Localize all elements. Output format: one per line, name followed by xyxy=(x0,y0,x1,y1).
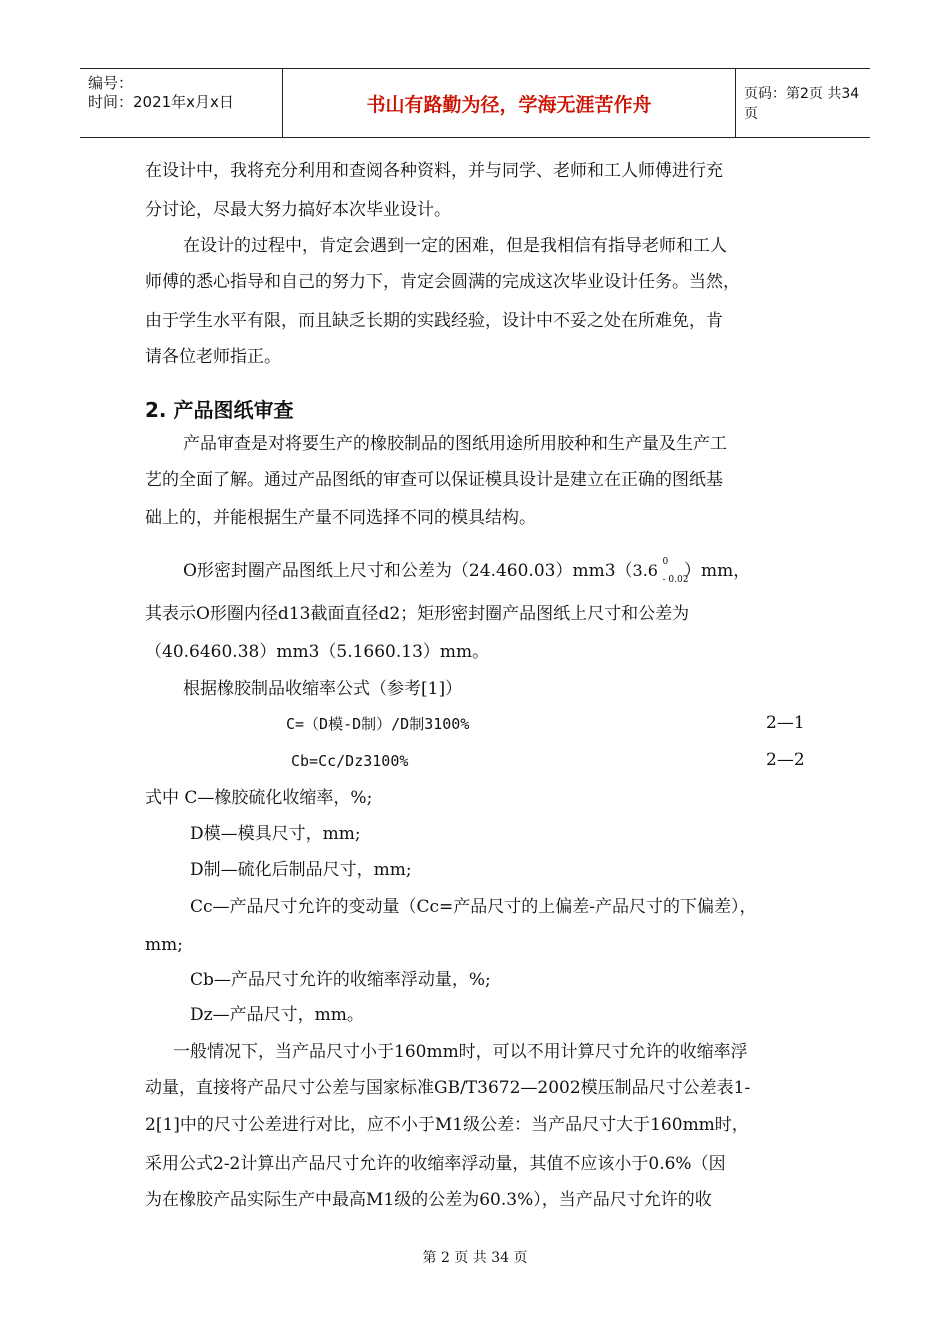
paragraph-line: 请各位老师指正。 xyxy=(145,347,281,367)
page-header xyxy=(80,68,870,138)
tolerance-upper: 0 xyxy=(662,557,669,567)
equation-number: 2—1 xyxy=(766,713,805,733)
paragraph-line: 其表示O形圈内径d13截面直径d2；矩形密封圈产品图纸上尺寸和公差为 xyxy=(145,604,690,624)
header-page-label: 页码：第2页 共34页 xyxy=(744,86,860,122)
paragraph-line: 础上的，并能根据生产量不同选择不同的模具结构。 xyxy=(145,508,536,528)
paragraph-line: 一般情况下，当产品尺寸小于160mm时，可以不用计算尺寸允许的收缩率浮 xyxy=(173,1042,748,1062)
paragraph-line: 产品审查是对将要生产的橡胶制品的图纸用途所用胶种和生产量及生产工 xyxy=(183,434,727,454)
paragraph-line: 在设计的过程中，肯定会遇到一定的困难，但是我相信有指导老师和工人 xyxy=(183,236,727,256)
header-motto: 书山有路勤为径，学海无涯苦作舟 xyxy=(282,69,736,137)
definition-line: Cb—产品尺寸允许的收缩率浮动量，%; xyxy=(190,970,491,990)
time-label: 时间：2021年x月x日 xyxy=(88,93,234,111)
equation: C=（D模-D制）/D制3100% xyxy=(286,715,470,733)
paragraph-line: 由于学生水平有限，而且缺乏长期的实践经验，设计中不妥之处在所难免，肯 xyxy=(145,311,723,331)
definition-line: Cc—产品尺寸允许的变动量（Cc=产品尺寸的上偏差-产品尺寸的下偏差）， xyxy=(190,897,757,917)
paragraph-line: 2[1]中的尺寸公差进行对比，应不小于M1级公差：当产品尺寸大于160mm时， xyxy=(145,1115,749,1135)
tolerance-base: 3.6 xyxy=(632,561,658,580)
paragraph-line: 师傅的悉心指导和自己的努力下，肯定会圆满的完成这次毕业设计任务。当然， xyxy=(145,272,740,292)
paragraph-line: 为在橡胶产品实际生产中最高M1级的公差为60.3%），当产品尺寸允许的收 xyxy=(145,1190,712,1210)
definition-line: Dz—产品尺寸，mm。 xyxy=(190,1005,364,1025)
definition-line: D制—硫化后制品尺寸，mm; xyxy=(190,860,412,880)
tolerance-text: ）mm， xyxy=(683,561,751,581)
definition-line: 式中 C—橡胶硫化收缩率，%; xyxy=(145,788,373,808)
paragraph-line: 动量，直接将产品尺寸公差与国家标准GB/T3672—2002模压制品尺寸公差表1- xyxy=(145,1078,751,1098)
header-meta xyxy=(80,69,282,137)
paragraph-line: 在设计中，我将充分利用和查阅各种资料，并与同学、老师和工人师傅进行充 xyxy=(145,161,723,181)
tolerance-text: O形密封圈产品图纸上尺寸和公差为（24.46 xyxy=(183,561,518,581)
paragraph-line: 根据橡胶制品收缩率公式（参考[1]） xyxy=(183,679,463,699)
page-footer: 第 2 页 共 34 页 xyxy=(422,1250,528,1266)
tolerance-lower: - 0.02 xyxy=(662,575,689,585)
tolerance-text: 0.03）mm3（ xyxy=(517,561,633,581)
equation: Cb=Cc/Dz3100% xyxy=(291,752,409,770)
tolerance-value xyxy=(632,557,689,585)
paragraph-line: 采用公式2-2计算出产品尺寸允许的收缩率浮动量，其值不应该小于0.6%（因 xyxy=(145,1154,726,1174)
tolerance-line xyxy=(183,557,751,585)
paragraph-line: 分讨论，尽最大努力搞好本次毕业设计。 xyxy=(145,200,451,220)
section-heading: 2. 产品图纸审查 xyxy=(145,398,294,422)
paragraph-line: 艺的全面了解。通过产品图纸的审查可以保证模具设计是建立在正确的图纸基 xyxy=(145,470,723,490)
number-label: 编号： xyxy=(88,74,134,92)
equation-number: 2—2 xyxy=(766,750,805,770)
definition-line: mm; xyxy=(145,935,183,955)
definition-line: D模—模具尺寸，mm; xyxy=(190,824,361,844)
paragraph-line: （40.6460.38）mm3（5.1660.13）mm。 xyxy=(145,642,490,662)
